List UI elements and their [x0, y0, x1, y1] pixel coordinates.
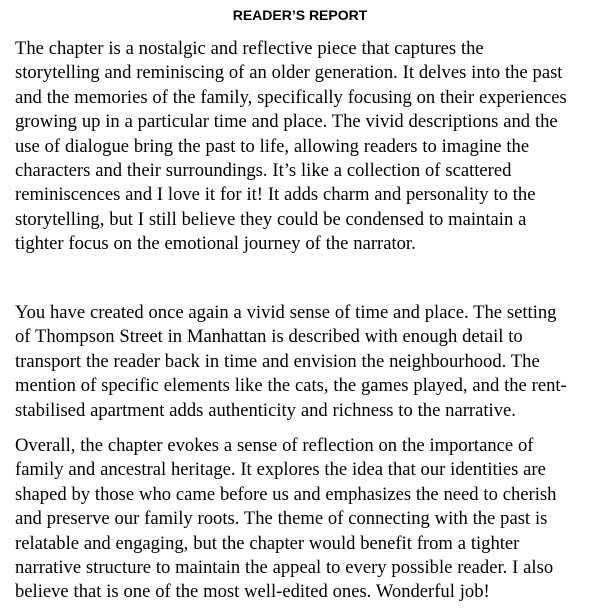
- paragraph-line: believe that is one of the most well-edited ones. Wonderful job!: [15, 581, 490, 603]
- paragraph-line: growing up in a particular time and place. The vivid descriptions and the: [15, 111, 558, 133]
- paragraph-line: Overall, the chapter evokes a sense of reflection on the importance of: [15, 435, 534, 456]
- paragraph-line: and preserve our family roots. The theme of connecting with the past is: [15, 508, 548, 530]
- paragraph-line: family and ancestral heritage. It explores the idea that our identities are: [15, 459, 546, 481]
- paragraph-3: [15, 434, 597, 605]
- paragraph-line: narrative structure to maintain the appeal to every possible reader. I also: [15, 557, 554, 579]
- paragraph-line: You have created once again a vivid sense of time and place. The setting: [15, 302, 557, 323]
- paragraph-line: relatable and engaging, but the chapter would benefit from a tighter: [15, 532, 520, 554]
- paragraph-line: The chapter is a nostalgic and reflective piece that captures the: [15, 38, 484, 59]
- paragraph-2: [15, 301, 597, 423]
- paragraph-line: of Thompson Street in Manhattan is described with enough detail to: [15, 326, 523, 348]
- paragraph-1: [15, 37, 597, 257]
- paragraph-line: characters and their surroundings. It’s like a collection of scattered: [15, 160, 512, 182]
- paragraph-line: shaped by those who came before us and emphasizes the need to cherish: [15, 483, 557, 505]
- paragraph-line: transport the reader back in time and envision the neighbourhood. The: [15, 350, 540, 372]
- paragraph-line: reminiscences and I love it for it! It adds charm and personality to the: [15, 184, 536, 206]
- paragraph-line: mention of specific elements like the cats, the games played, and the rent-: [15, 375, 567, 397]
- report-title: READER’S REPORT: [232, 7, 368, 23]
- paragraph-line: stabilised apartment adds authenticity and richness to the narrative.: [15, 399, 516, 421]
- paragraph-line: storytelling and reminiscing of an older generation. It delves into the past: [15, 62, 563, 84]
- paragraph-line: and the memories of the family, specifically focusing on their experiences: [15, 86, 567, 108]
- paragraph-line: tighter focus on the emotional journey of the narrator.: [15, 233, 416, 255]
- paragraph-line: storytelling, but I still believe they could be condensed to maintain a: [15, 208, 527, 230]
- paragraph-line: use of dialogue bring the past to life, allowing readers to imagine the: [15, 135, 530, 157]
